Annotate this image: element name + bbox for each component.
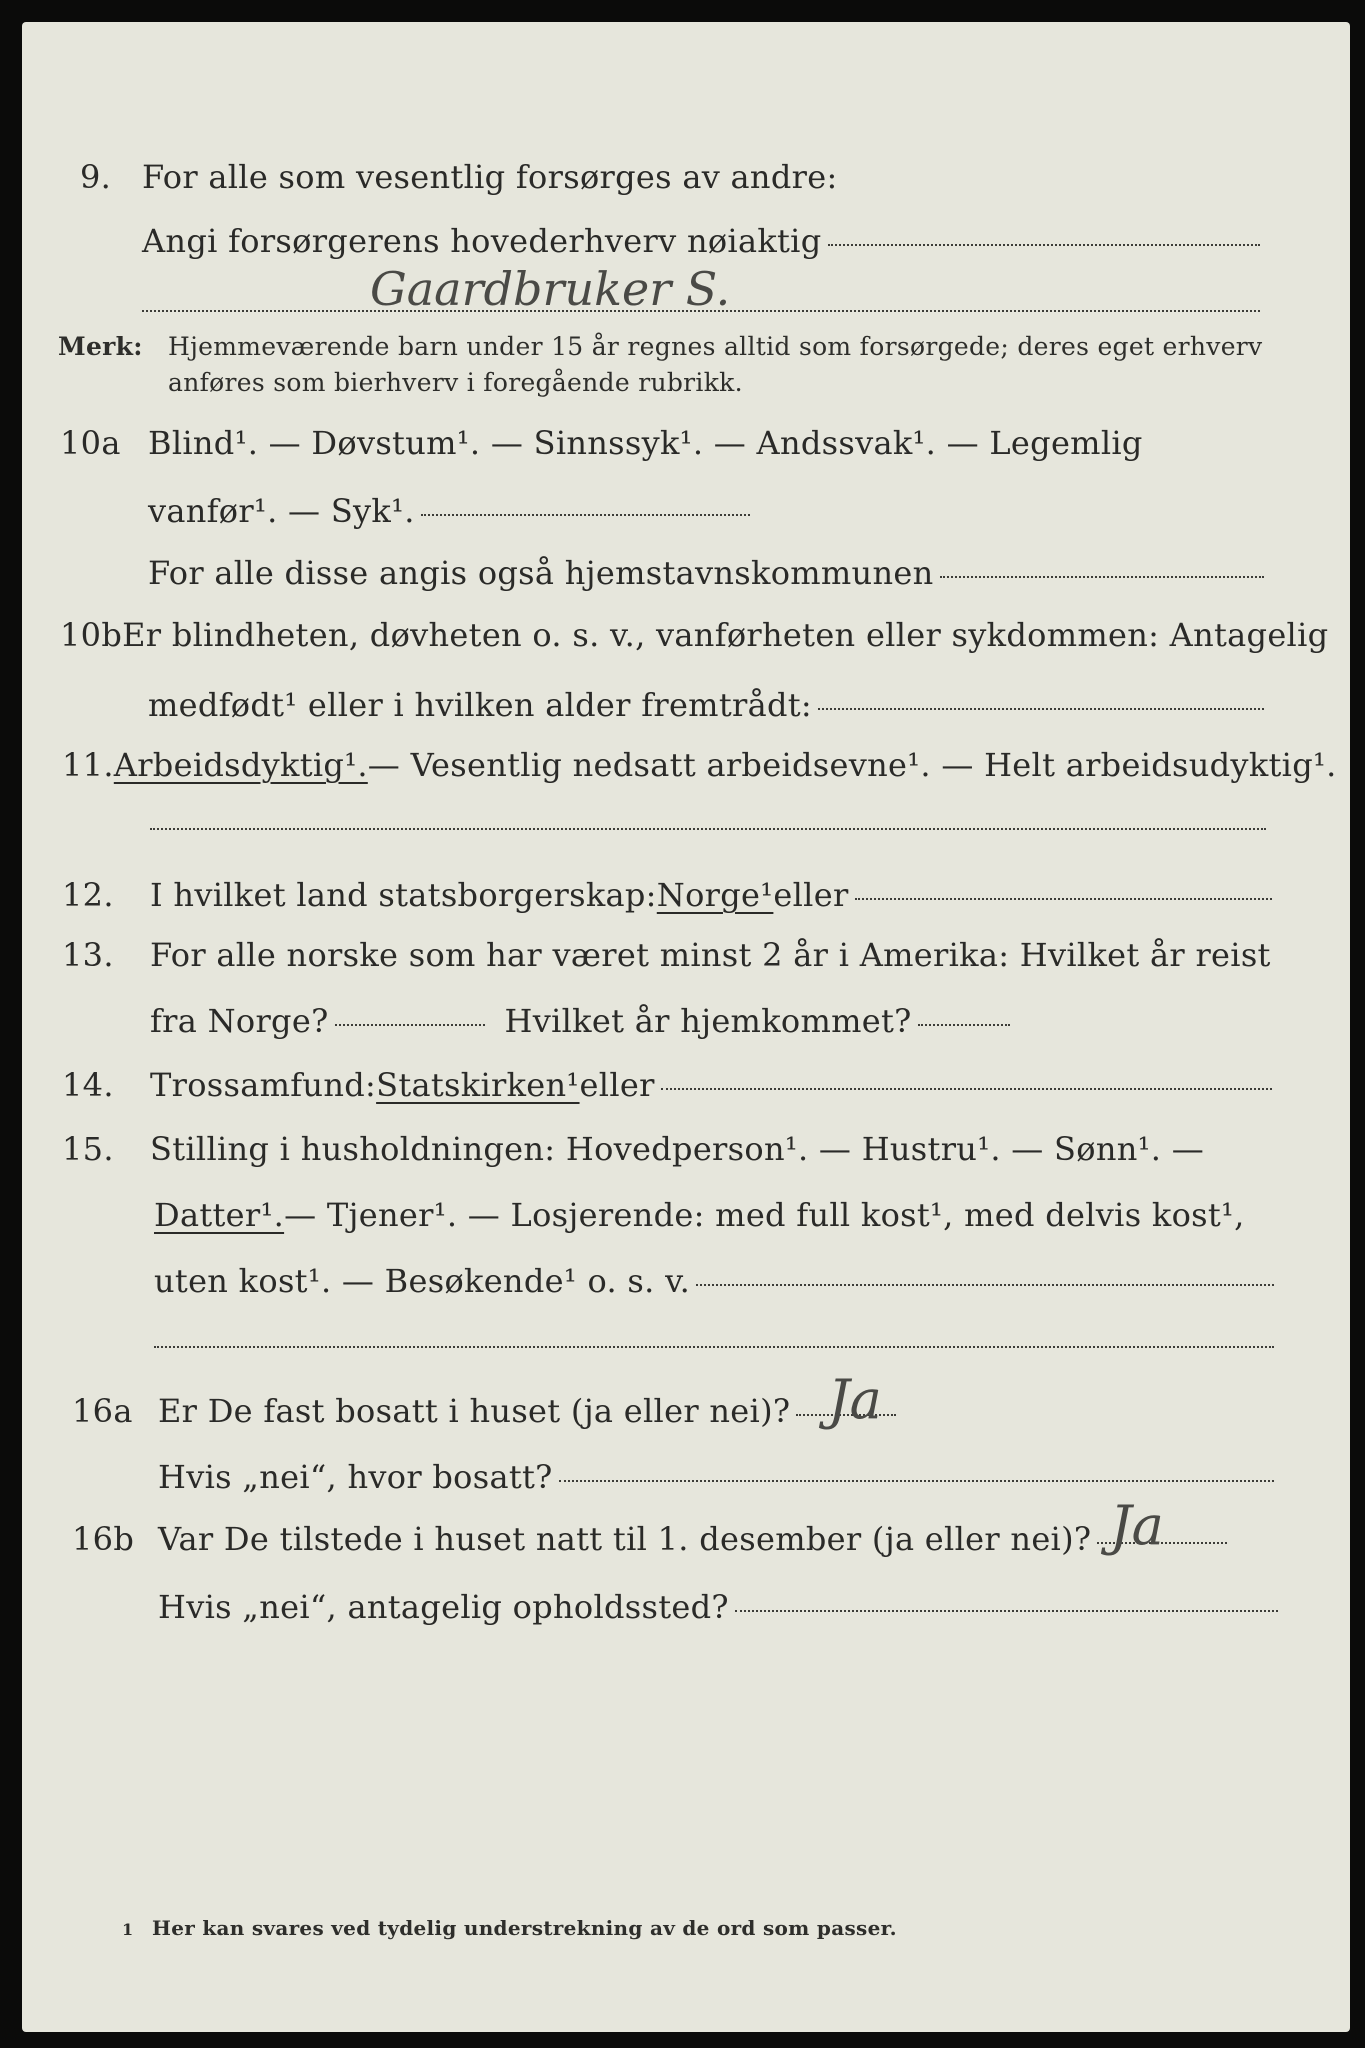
q13-number: 13.	[62, 936, 114, 974]
footnote-mark: 1	[122, 1920, 134, 1939]
q9-text: For alle som vesentlig forsørges av andre:	[142, 158, 838, 196]
q16b-line2	[158, 1588, 1278, 1626]
q14-number: 14.	[62, 1066, 114, 1104]
q10b-number: 10b	[60, 616, 123, 654]
q16b-handwritten-answer: Ja	[1110, 1494, 1164, 1557]
q15-line2	[154, 1196, 1274, 1234]
q10a-line1	[60, 424, 1270, 462]
q16a-line2	[158, 1458, 1274, 1496]
q14-text: Trossamfund:	[150, 1066, 377, 1104]
q15-option-datter: Datter¹.	[154, 1196, 285, 1234]
q12-eller: eller	[773, 876, 849, 914]
q12-line1	[62, 876, 1272, 914]
q14-answer-line	[661, 1088, 1272, 1090]
q16a-text: Er De fast bosatt i huset (ja eller nei)?	[158, 1392, 791, 1430]
q11-option-arbeidsdyktig: Arbeidsdyktig¹.	[113, 746, 368, 784]
q15-text: Stilling i husholdningen: Hovedperson¹. — Hustru¹. — Sønn¹. —	[150, 1130, 1205, 1168]
q10a-answer-line	[421, 514, 750, 516]
q16b-number: 16b	[72, 1520, 135, 1558]
q10b-line2	[148, 686, 1264, 724]
q16b-opholdssted-line	[735, 1610, 1278, 1612]
q11-text: — Vesentlig nedsatt arbeidsevne¹. — Helt arbeidsudyktig¹.	[367, 746, 1337, 784]
merk-text-2: anføres som bierhverv i foregående rubrikk.	[168, 368, 743, 397]
q13-hjemkommet-line	[918, 1024, 1010, 1026]
q11-number: 11.	[62, 746, 114, 784]
q11-line1	[62, 746, 1337, 784]
q9-number: 9.	[80, 158, 112, 196]
q13-line1	[62, 936, 1272, 974]
q13-text: For alle norske som har været minst 2 år i Amerika: Hvilket år reist	[150, 936, 1271, 974]
footnote	[122, 1916, 1122, 1940]
q13-reist-label: fra Norge?	[150, 1002, 329, 1040]
q15-line1	[62, 1130, 1272, 1168]
merk-label: Merk:	[58, 332, 143, 361]
footnote-text: Her kan svares ved tydelig understrekning av de ord som passer.	[152, 1916, 897, 1940]
q13-hjemkommet-label: Hvilket år hjemkommet?	[504, 1002, 912, 1040]
q16a-handwritten-answer: Ja	[828, 1368, 882, 1431]
q16b-line1	[72, 1520, 1272, 1558]
q9-line2	[142, 222, 1260, 260]
q10b-line1	[60, 616, 1329, 654]
q10a-line3	[148, 554, 1264, 592]
q9-answer-line	[828, 244, 1261, 246]
q16b-text: Var De tilstede i huset natt til 1. desember (ja eller nei)?	[158, 1520, 1092, 1558]
q14-option-statskirken: Statskirken¹	[376, 1066, 580, 1104]
q10b-text: Er blindheten, døvheten o. s. v., vanførheten eller sykdommen: Antagelig	[122, 616, 1329, 654]
q12-option-norge: Norge¹	[656, 876, 774, 914]
q14-line1	[62, 1066, 1272, 1104]
q14-eller: eller	[579, 1066, 655, 1104]
q9-answer-line-2	[142, 310, 1260, 312]
q15-line3	[154, 1262, 1274, 1300]
q11-answer-line	[150, 828, 1266, 830]
q16a-bosatt-line	[559, 1480, 1274, 1482]
q10a-line2	[148, 492, 750, 530]
q15-answer-line-2	[154, 1346, 1274, 1348]
q10a-text: Blind¹. — Døvstum¹. — Sinnssyk¹. — Andssvak¹. — Legemlig	[148, 424, 1143, 462]
q13-line2	[150, 1002, 1010, 1040]
q12-number: 12.	[62, 876, 114, 914]
q16a-line1	[72, 1392, 1272, 1430]
q16a-number: 16a	[72, 1392, 133, 1430]
q15-text-2: — Tjener¹. — Losjerende: med full kost¹, med delvis kost¹,	[284, 1196, 1245, 1234]
q9-line1	[80, 158, 1260, 196]
merk-line1	[58, 332, 1268, 361]
q10b-answer-line	[818, 708, 1264, 710]
q13-reist-line	[335, 1024, 485, 1026]
q9-subtext: Angi forsørgerens hovederhverv nøiaktig	[142, 222, 822, 260]
q16a-subtext: Hvis „nei“, hvor bosatt?	[158, 1458, 553, 1496]
q10a-hjemstavn-line	[940, 576, 1264, 578]
q10a-hjemstavn: For alle disse angis også hjemstavnskommunen	[148, 554, 934, 592]
q12-answer-line	[855, 898, 1272, 900]
q15-text-3: uten kost¹. — Besøkende¹ o. s. v.	[154, 1262, 691, 1300]
q9-handwritten-answer: Gaardbruker S.	[370, 262, 731, 316]
q15-answer-line	[696, 1284, 1274, 1286]
q10a-subtext: vanfør¹. — Syk¹.	[148, 492, 415, 530]
q15-number: 15.	[62, 1130, 114, 1168]
q10a-number: 10a	[60, 424, 121, 462]
merk-text: Hjemmeværende barn under 15 år regnes alltid som forsørgede; deres eget erhverv	[168, 332, 1263, 361]
merk-line2	[168, 368, 1258, 397]
q10b-subtext: medfødt¹ eller i hvilken alder fremtrådt:	[148, 686, 812, 724]
q12-text: I hvilket land statsborgerskap:	[150, 876, 657, 914]
q16b-subtext: Hvis „nei“, antagelig opholdssted?	[158, 1588, 729, 1626]
